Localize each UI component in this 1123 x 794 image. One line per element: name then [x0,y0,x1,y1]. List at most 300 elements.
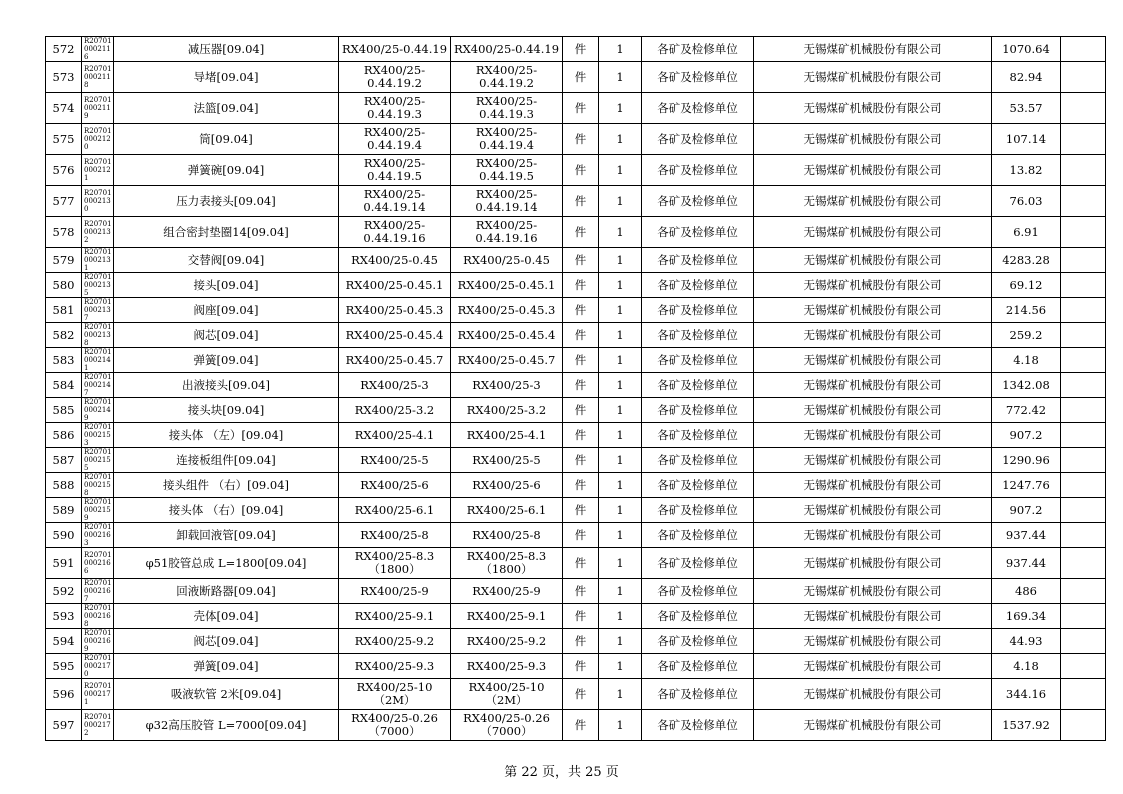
price-cell: 937.44 [992,523,1061,548]
price-cell: 486 [992,579,1061,604]
price-cell: 1290.96 [992,448,1061,473]
model-cell: RX400/25-4.1 [339,423,451,448]
quantity-cell: 1 [599,604,642,629]
remark-cell [1061,679,1106,710]
table-row [46,248,1106,273]
table-row [46,523,1106,548]
part-name-cell: 接头体 （右）[09.04] [114,498,339,523]
table-row [46,398,1106,423]
price-cell: 4283.28 [992,248,1061,273]
drawing-number-cell: RX400/25-0.26 （7000） [451,710,563,741]
part-name-cell: 导堵[09.04] [114,62,339,93]
material-code-cell: R207010002172 [82,710,114,741]
price-cell: 44.93 [992,629,1061,654]
table-row [46,373,1106,398]
unit-cell: 件 [563,604,599,629]
material-code-cell: R207010002167 [82,579,114,604]
material-code-cell: R207010002119 [82,93,114,124]
material-code-cell: R207010002135 [82,273,114,298]
material-code-cell: R207010002141 [82,348,114,373]
unit-cell: 件 [563,710,599,741]
quantity-cell: 1 [599,679,642,710]
table-row [46,604,1106,629]
unit-cell: 件 [563,248,599,273]
department-cell: 各矿及检修单位 [642,298,754,323]
row-number-cell: 596 [46,679,82,710]
material-code-cell: R207010002169 [82,629,114,654]
material-code-cell: R207010002163 [82,523,114,548]
drawing-number-cell: RX400/25-8.3 （1800） [451,548,563,579]
supplier-cell: 无锡煤矿机械股份有限公司 [754,548,992,579]
unit-cell: 件 [563,323,599,348]
part-name-cell: 筒[09.04] [114,124,339,155]
department-cell: 各矿及检修单位 [642,398,754,423]
material-code-cell: R207010002159 [82,498,114,523]
supplier-cell: 无锡煤矿机械股份有限公司 [754,579,992,604]
part-name-cell: 接头组件 （右）[09.04] [114,473,339,498]
supplier-cell: 无锡煤矿机械股份有限公司 [754,398,992,423]
unit-cell: 件 [563,498,599,523]
department-cell: 各矿及检修单位 [642,273,754,298]
parts-table [45,36,1106,741]
table-row [46,473,1106,498]
material-code-cell: R207010002138 [82,323,114,348]
supplier-cell: 无锡煤矿机械股份有限公司 [754,604,992,629]
drawing-number-cell: RX400/25-0.44.19 [451,37,563,62]
model-cell: RX400/25- 0.44.19.14 [339,186,451,217]
quantity-cell: 1 [599,629,642,654]
drawing-number-cell: RX400/25- 0.44.19.16 [451,217,563,248]
drawing-number-cell: RX400/25-3.2 [451,398,563,423]
quantity-cell: 1 [599,523,642,548]
model-cell: RX400/25-9.1 [339,604,451,629]
supplier-cell: 无锡煤矿机械股份有限公司 [754,298,992,323]
model-cell: RX400/25-6 [339,473,451,498]
unit-cell: 件 [563,273,599,298]
material-code-cell: R207010002153 [82,423,114,448]
remark-cell [1061,654,1106,679]
supplier-cell: 无锡煤矿机械股份有限公司 [754,248,992,273]
row-number-cell: 578 [46,217,82,248]
model-cell: RX400/25-9.3 [339,654,451,679]
drawing-number-cell: RX400/25-3 [451,373,563,398]
drawing-number-cell: RX400/25-0.45.4 [451,323,563,348]
quantity-cell: 1 [599,473,642,498]
department-cell: 各矿及检修单位 [642,373,754,398]
table-body [46,37,1106,741]
drawing-number-cell: RX400/25-0.45 [451,248,563,273]
quantity-cell: 1 [599,654,642,679]
unit-cell: 件 [563,298,599,323]
material-code-cell: R207010002118 [82,62,114,93]
quantity-cell: 1 [599,498,642,523]
price-cell: 76.03 [992,186,1061,217]
unit-cell: 件 [563,373,599,398]
material-code-cell: R207010002158 [82,473,114,498]
supplier-cell: 无锡煤矿机械股份有限公司 [754,62,992,93]
quantity-cell: 1 [599,273,642,298]
table-row [46,579,1106,604]
supplier-cell: 无锡煤矿机械股份有限公司 [754,124,992,155]
part-name-cell: 壳体[09.04] [114,604,339,629]
model-cell: RX400/25-0.26 （7000） [339,710,451,741]
table-row [46,498,1106,523]
quantity-cell: 1 [599,423,642,448]
supplier-cell: 无锡煤矿机械股份有限公司 [754,448,992,473]
quantity-cell: 1 [599,579,642,604]
remark-cell [1061,186,1106,217]
unit-cell: 件 [563,348,599,373]
price-cell: 4.18 [992,654,1061,679]
drawing-number-cell: RX400/25-9.1 [451,604,563,629]
remark-cell [1061,155,1106,186]
remark-cell [1061,629,1106,654]
department-cell: 各矿及检修单位 [642,323,754,348]
table-row [46,62,1106,93]
price-cell: 169.34 [992,604,1061,629]
drawing-number-cell: RX400/25- 0.44.19.4 [451,124,563,155]
table-row [46,448,1106,473]
quantity-cell: 1 [599,93,642,124]
material-code-cell: R207010002171 [82,679,114,710]
row-number-cell: 579 [46,248,82,273]
department-cell: 各矿及检修单位 [642,62,754,93]
remark-cell [1061,62,1106,93]
unit-cell: 件 [563,579,599,604]
remark-cell [1061,373,1106,398]
row-number-cell: 577 [46,186,82,217]
department-cell: 各矿及检修单位 [642,498,754,523]
material-code-cell: R207010002168 [82,604,114,629]
remark-cell [1061,248,1106,273]
drawing-number-cell: RX400/25-8 [451,523,563,548]
part-name-cell: 接头块[09.04] [114,398,339,423]
part-name-cell: 吸液软管 2米[09.04] [114,679,339,710]
table-row [46,629,1106,654]
drawing-number-cell: RX400/25-6.1 [451,498,563,523]
model-cell: RX400/25- 0.44.19.5 [339,155,451,186]
table-row [46,423,1106,448]
model-cell: RX400/25- 0.44.19.16 [339,217,451,248]
material-code-cell: R207010002116 [82,37,114,62]
table-row [46,548,1106,579]
supplier-cell: 无锡煤矿机械股份有限公司 [754,273,992,298]
material-code-cell: R207010002166 [82,548,114,579]
price-cell: 13.82 [992,155,1061,186]
table-row [46,93,1106,124]
remark-cell [1061,323,1106,348]
model-cell: RX400/25- 0.44.19.4 [339,124,451,155]
department-cell: 各矿及检修单位 [642,248,754,273]
table-row [46,186,1106,217]
price-cell: 1342.08 [992,373,1061,398]
department-cell: 各矿及检修单位 [642,155,754,186]
price-cell: 82.94 [992,62,1061,93]
department-cell: 各矿及检修单位 [642,186,754,217]
supplier-cell: 无锡煤矿机械股份有限公司 [754,186,992,217]
supplier-cell: 无锡煤矿机械股份有限公司 [754,348,992,373]
department-cell: 各矿及检修单位 [642,217,754,248]
model-cell: RX400/25-9 [339,579,451,604]
remark-cell [1061,423,1106,448]
quantity-cell: 1 [599,448,642,473]
model-cell: RX400/25-10 （2M） [339,679,451,710]
row-number-cell: 589 [46,498,82,523]
price-cell: 6.91 [992,217,1061,248]
supplier-cell: 无锡煤矿机械股份有限公司 [754,654,992,679]
price-cell: 1537.92 [992,710,1061,741]
quantity-cell: 1 [599,217,642,248]
unit-cell: 件 [563,629,599,654]
part-name-cell: 出液接头[09.04] [114,373,339,398]
row-number-cell: 580 [46,273,82,298]
row-number-cell: 582 [46,323,82,348]
unit-cell: 件 [563,124,599,155]
material-code-cell: R207010002170 [82,654,114,679]
part-name-cell: 回液断路器[09.04] [114,579,339,604]
table-row [46,124,1106,155]
drawing-number-cell: RX400/25-9 [451,579,563,604]
supplier-cell: 无锡煤矿机械股份有限公司 [754,217,992,248]
quantity-cell: 1 [599,37,642,62]
department-cell: 各矿及检修单位 [642,473,754,498]
price-cell: 1247.76 [992,473,1061,498]
quantity-cell: 1 [599,398,642,423]
department-cell: 各矿及检修单位 [642,93,754,124]
department-cell: 各矿及检修单位 [642,579,754,604]
part-name-cell: 交替阀[09.04] [114,248,339,273]
drawing-number-cell: RX400/25-10 （2M） [451,679,563,710]
table-row [46,37,1106,62]
drawing-number-cell: RX400/25- 0.44.19.14 [451,186,563,217]
table-row [46,298,1106,323]
part-name-cell: 法篮[09.04] [114,93,339,124]
material-code-cell: R207010002131 [82,248,114,273]
row-number-cell: 574 [46,93,82,124]
material-code-cell: R207010002149 [82,398,114,423]
department-cell: 各矿及检修单位 [642,348,754,373]
table-row [46,155,1106,186]
department-cell: 各矿及检修单位 [642,710,754,741]
price-cell: 107.14 [992,124,1061,155]
unit-cell: 件 [563,217,599,248]
department-cell: 各矿及检修单位 [642,448,754,473]
supplier-cell: 无锡煤矿机械股份有限公司 [754,498,992,523]
row-number-cell: 587 [46,448,82,473]
material-code-cell: R207010002120 [82,124,114,155]
quantity-cell: 1 [599,548,642,579]
price-cell: 53.57 [992,93,1061,124]
row-number-cell: 583 [46,348,82,373]
supplier-cell: 无锡煤矿机械股份有限公司 [754,423,992,448]
price-cell: 214.56 [992,298,1061,323]
row-number-cell: 572 [46,37,82,62]
unit-cell: 件 [563,93,599,124]
part-name-cell: 接头体 （左）[09.04] [114,423,339,448]
remark-cell [1061,298,1106,323]
material-code-cell: R207010002132 [82,217,114,248]
supplier-cell: 无锡煤矿机械股份有限公司 [754,37,992,62]
drawing-number-cell: RX400/25-4.1 [451,423,563,448]
drawing-number-cell: RX400/25-0.45.3 [451,298,563,323]
unit-cell: 件 [563,62,599,93]
supplier-cell: 无锡煤矿机械股份有限公司 [754,155,992,186]
supplier-cell: 无锡煤矿机械股份有限公司 [754,373,992,398]
part-name-cell: 卸载回液管[09.04] [114,523,339,548]
table-row [46,348,1106,373]
price-cell: 4.18 [992,348,1061,373]
quantity-cell: 1 [599,124,642,155]
model-cell: RX400/25-8 [339,523,451,548]
price-cell: 937.44 [992,548,1061,579]
row-number-cell: 585 [46,398,82,423]
quantity-cell: 1 [599,155,642,186]
material-code-cell: R207010002137 [82,298,114,323]
unit-cell: 件 [563,448,599,473]
row-number-cell: 594 [46,629,82,654]
model-cell: RX400/25-6.1 [339,498,451,523]
part-name-cell: 阀座[09.04] [114,298,339,323]
table-row [46,217,1106,248]
department-cell: 各矿及检修单位 [642,679,754,710]
remark-cell [1061,124,1106,155]
unit-cell: 件 [563,523,599,548]
department-cell: 各矿及检修单位 [642,654,754,679]
row-number-cell: 593 [46,604,82,629]
table-row [46,654,1106,679]
remark-cell [1061,217,1106,248]
remark-cell [1061,473,1106,498]
drawing-number-cell: RX400/25- 0.44.19.3 [451,93,563,124]
part-name-cell: 压力表接头[09.04] [114,186,339,217]
unit-cell: 件 [563,398,599,423]
part-name-cell: 接头[09.04] [114,273,339,298]
unit-cell: 件 [563,37,599,62]
department-cell: 各矿及检修单位 [642,629,754,654]
department-cell: 各矿及检修单位 [642,37,754,62]
unit-cell: 件 [563,186,599,217]
model-cell: RX400/25-3 [339,373,451,398]
supplier-cell: 无锡煤矿机械股份有限公司 [754,629,992,654]
remark-cell [1061,548,1106,579]
department-cell: 各矿及检修单位 [642,604,754,629]
remark-cell [1061,37,1106,62]
remark-cell [1061,523,1106,548]
model-cell: RX400/25-9.2 [339,629,451,654]
part-name-cell: 连接板组件[09.04] [114,448,339,473]
part-name-cell: 弹簧[09.04] [114,654,339,679]
drawing-number-cell: RX400/25-0.45.1 [451,273,563,298]
department-cell: 各矿及检修单位 [642,523,754,548]
remark-cell [1061,579,1106,604]
row-number-cell: 586 [46,423,82,448]
drawing-number-cell: RX400/25-9.2 [451,629,563,654]
unit-cell: 件 [563,473,599,498]
table-row [46,323,1106,348]
price-cell: 907.2 [992,498,1061,523]
row-number-cell: 597 [46,710,82,741]
supplier-cell: 无锡煤矿机械股份有限公司 [754,679,992,710]
quantity-cell: 1 [599,62,642,93]
part-name-cell: 弹簧碗[09.04] [114,155,339,186]
drawing-number-cell: RX400/25-5 [451,448,563,473]
model-cell: RX400/25-3.2 [339,398,451,423]
row-number-cell: 581 [46,298,82,323]
material-code-cell: R207010002130 [82,186,114,217]
remark-cell [1061,498,1106,523]
quantity-cell: 1 [599,298,642,323]
supplier-cell: 无锡煤矿机械股份有限公司 [754,473,992,498]
quantity-cell: 1 [599,373,642,398]
part-name-cell: 组合密封垫圈14[09.04] [114,217,339,248]
price-cell: 907.2 [992,423,1061,448]
material-code-cell: R207010002147 [82,373,114,398]
supplier-cell: 无锡煤矿机械股份有限公司 [754,323,992,348]
model-cell: RX400/25-0.45.1 [339,273,451,298]
part-name-cell: 弹簧[09.04] [114,348,339,373]
model-cell: RX400/25-0.45.3 [339,298,451,323]
quantity-cell: 1 [599,248,642,273]
remark-cell [1061,710,1106,741]
department-cell: 各矿及检修单位 [642,124,754,155]
drawing-number-cell: RX400/25-0.45.7 [451,348,563,373]
row-number-cell: 576 [46,155,82,186]
row-number-cell: 595 [46,654,82,679]
supplier-cell: 无锡煤矿机械股份有限公司 [754,710,992,741]
model-cell: RX400/25- 0.44.19.3 [339,93,451,124]
drawing-number-cell: RX400/25- 0.44.19.2 [451,62,563,93]
drawing-number-cell: RX400/25- 0.44.19.5 [451,155,563,186]
unit-cell: 件 [563,155,599,186]
material-code-cell: R207010002121 [82,155,114,186]
part-name-cell: φ51胶管总成 L=1800[09.04] [114,548,339,579]
remark-cell [1061,273,1106,298]
unit-cell: 件 [563,654,599,679]
row-number-cell: 590 [46,523,82,548]
remark-cell [1061,398,1106,423]
department-cell: 各矿及检修单位 [642,548,754,579]
model-cell: RX400/25-8.3 （1800） [339,548,451,579]
unit-cell: 件 [563,423,599,448]
unit-cell: 件 [563,679,599,710]
quantity-cell: 1 [599,710,642,741]
table-row [46,710,1106,741]
part-name-cell: 减压器[09.04] [114,37,339,62]
row-number-cell: 575 [46,124,82,155]
quantity-cell: 1 [599,348,642,373]
table-row [46,273,1106,298]
model-cell: RX400/25- 0.44.19.2 [339,62,451,93]
part-name-cell: φ32高压胶管 L=7000[09.04] [114,710,339,741]
row-number-cell: 573 [46,62,82,93]
row-number-cell: 588 [46,473,82,498]
unit-cell: 件 [563,548,599,579]
remark-cell [1061,93,1106,124]
price-cell: 772.42 [992,398,1061,423]
row-number-cell: 592 [46,579,82,604]
drawing-number-cell: RX400/25-6 [451,473,563,498]
drawing-number-cell: RX400/25-9.3 [451,654,563,679]
page-footer: 第 22 页，共 25 页 [504,765,619,780]
price-cell: 1070.64 [992,37,1061,62]
supplier-cell: 无锡煤矿机械股份有限公司 [754,523,992,548]
quantity-cell: 1 [599,186,642,217]
remark-cell [1061,604,1106,629]
model-cell: RX400/25-0.44.19 [339,37,451,62]
row-number-cell: 591 [46,548,82,579]
price-cell: 259.2 [992,323,1061,348]
department-cell: 各矿及检修单位 [642,423,754,448]
